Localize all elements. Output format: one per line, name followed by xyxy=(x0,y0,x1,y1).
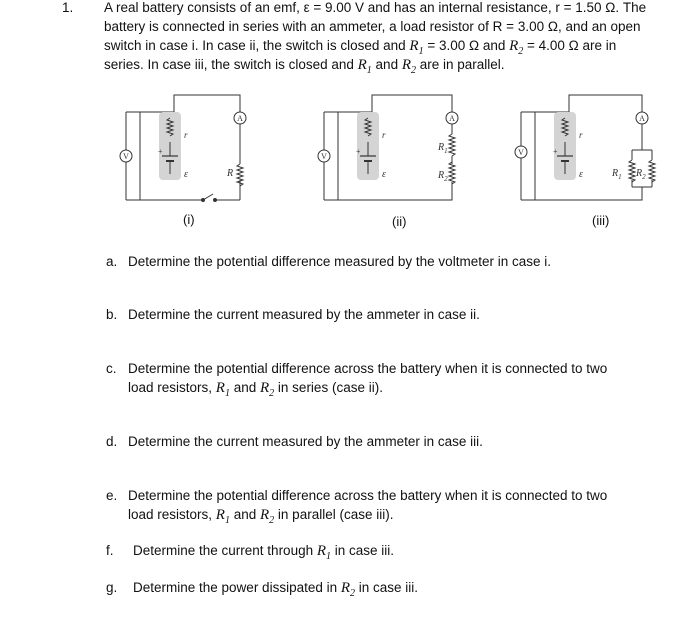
symbol-R1: $R_1$ xyxy=(357,57,372,76)
voltmeter-icon xyxy=(318,150,330,162)
question-text: in series (case ii). xyxy=(274,380,383,395)
question-b-marker: b. xyxy=(106,307,118,322)
label-r: r xyxy=(184,130,188,140)
question-c-marker: c. xyxy=(106,361,117,376)
question-a-text: Determine the potential difference measured by the voltmeter in case i. xyxy=(128,254,551,269)
ammeter-icon xyxy=(234,112,246,124)
voltmeter-icon xyxy=(515,146,527,158)
label-r: r xyxy=(382,130,386,140)
question-d-marker: d. xyxy=(106,434,118,449)
question-c-line-2 xyxy=(128,378,383,404)
circuit-iii xyxy=(521,95,652,200)
question-a-marker: a. xyxy=(106,254,118,269)
symbol-R1: $R_1$ xyxy=(215,380,230,399)
intro-text: series. In case iii, the switch is closed and xyxy=(104,57,358,72)
circuit-ii xyxy=(324,95,452,200)
resistor-R2-icon xyxy=(449,162,455,184)
question-text: Determine the power dissipated in xyxy=(133,580,341,595)
symbol-R2: $R_2$ xyxy=(260,507,275,526)
label-plus: + xyxy=(158,147,163,156)
question-text: in case iii. xyxy=(331,543,395,558)
question-text: and xyxy=(229,380,260,395)
figure-label-i: (i) xyxy=(183,212,195,227)
symbol-R1: $R_1$ xyxy=(409,38,424,57)
symbol-R2: $R_2$ xyxy=(401,57,416,76)
symbol-R2: $R_2$ xyxy=(340,580,356,599)
question-c-line-1: Determine the potential difference across the battery when it is connected to two xyxy=(128,361,608,376)
voltmeter-icon xyxy=(120,150,132,162)
resistor-R1-icon xyxy=(629,160,635,182)
question-text: in parallel (case iii). xyxy=(274,507,394,522)
question-text: Determine the current through xyxy=(133,543,317,558)
svg-text:A: A xyxy=(237,114,243,123)
label-emf: ε xyxy=(579,169,583,180)
label-plus: + xyxy=(356,147,361,156)
problem-number: 1. xyxy=(62,0,74,15)
problem-intro-line-4 xyxy=(104,55,505,81)
intro-text: and xyxy=(371,57,402,72)
question-text: in case iii. xyxy=(355,580,419,595)
symbol-R2: $R_2$ xyxy=(509,38,524,57)
label-emf: ε xyxy=(184,169,188,180)
symbol-R1: $R_1$ xyxy=(316,543,332,562)
label-R2: $R_2$ xyxy=(636,168,646,181)
question-g-marker: g. xyxy=(106,580,118,595)
resistor-R2-icon xyxy=(649,160,655,182)
question-f-marker: f. xyxy=(106,543,114,558)
question-d-text: Determine the current measured by the ammeter in case iii. xyxy=(128,434,483,449)
ammeter-icon xyxy=(636,112,648,124)
question-e-line-1: Determine the potential difference across the battery when it is connected to two xyxy=(128,488,608,503)
circuit-figure xyxy=(0,84,700,254)
problem-intro-line-1: A real battery consists of an emf, ε = 9.00 V and has an internal resistance, r = 1.50 Ω. The xyxy=(104,0,647,15)
question-text: and xyxy=(229,507,260,522)
battery-icon xyxy=(159,112,181,180)
ammeter-icon xyxy=(446,112,458,124)
svg-text:V: V xyxy=(123,152,129,161)
label-plus: + xyxy=(553,147,558,156)
figure-label-iii: (iii) xyxy=(592,213,610,228)
label-R: R xyxy=(227,168,234,179)
battery-icon xyxy=(357,112,379,180)
label-R1: $R_1$ xyxy=(438,142,448,155)
question-e-marker: e. xyxy=(106,488,118,503)
figure-label-ii: (ii) xyxy=(392,214,407,229)
svg-text:A: A xyxy=(449,114,455,123)
resistor-R1-icon xyxy=(449,134,455,156)
resistor-R-icon xyxy=(237,164,243,186)
label-R1: $R_1$ xyxy=(612,168,622,181)
label-R2: $R_2$ xyxy=(438,170,448,183)
label-emf: ε xyxy=(382,169,386,180)
problem-intro-line-2: battery is connected in series with an ammeter, a load resistor of R = 3.00 Ω, and an open xyxy=(104,19,641,34)
question-f-text xyxy=(133,541,394,567)
question-b-text: Determine the current measured by the ammeter in case ii. xyxy=(128,307,480,322)
symbol-R1: $R_1$ xyxy=(215,507,230,526)
circuit-i xyxy=(126,95,240,202)
symbol-R2: $R_2$ xyxy=(260,380,275,399)
battery-icon xyxy=(554,112,576,180)
question-text: load resistors, xyxy=(128,507,216,522)
question-text: load resistors, xyxy=(128,380,216,395)
intro-text: are in parallel. xyxy=(416,57,505,72)
svg-text:V: V xyxy=(518,148,524,157)
question-e-line-2 xyxy=(128,505,393,531)
label-r: r xyxy=(579,130,583,140)
svg-text:V: V xyxy=(321,152,327,161)
svg-text:A: A xyxy=(639,114,645,123)
intro-text: = 4.00 Ω are in xyxy=(523,38,617,53)
question-g-text xyxy=(133,578,418,604)
intro-text: = 3.00 Ω and xyxy=(423,38,510,53)
intro-text: switch in case i. In case ii, the switch is closed and xyxy=(104,38,410,53)
